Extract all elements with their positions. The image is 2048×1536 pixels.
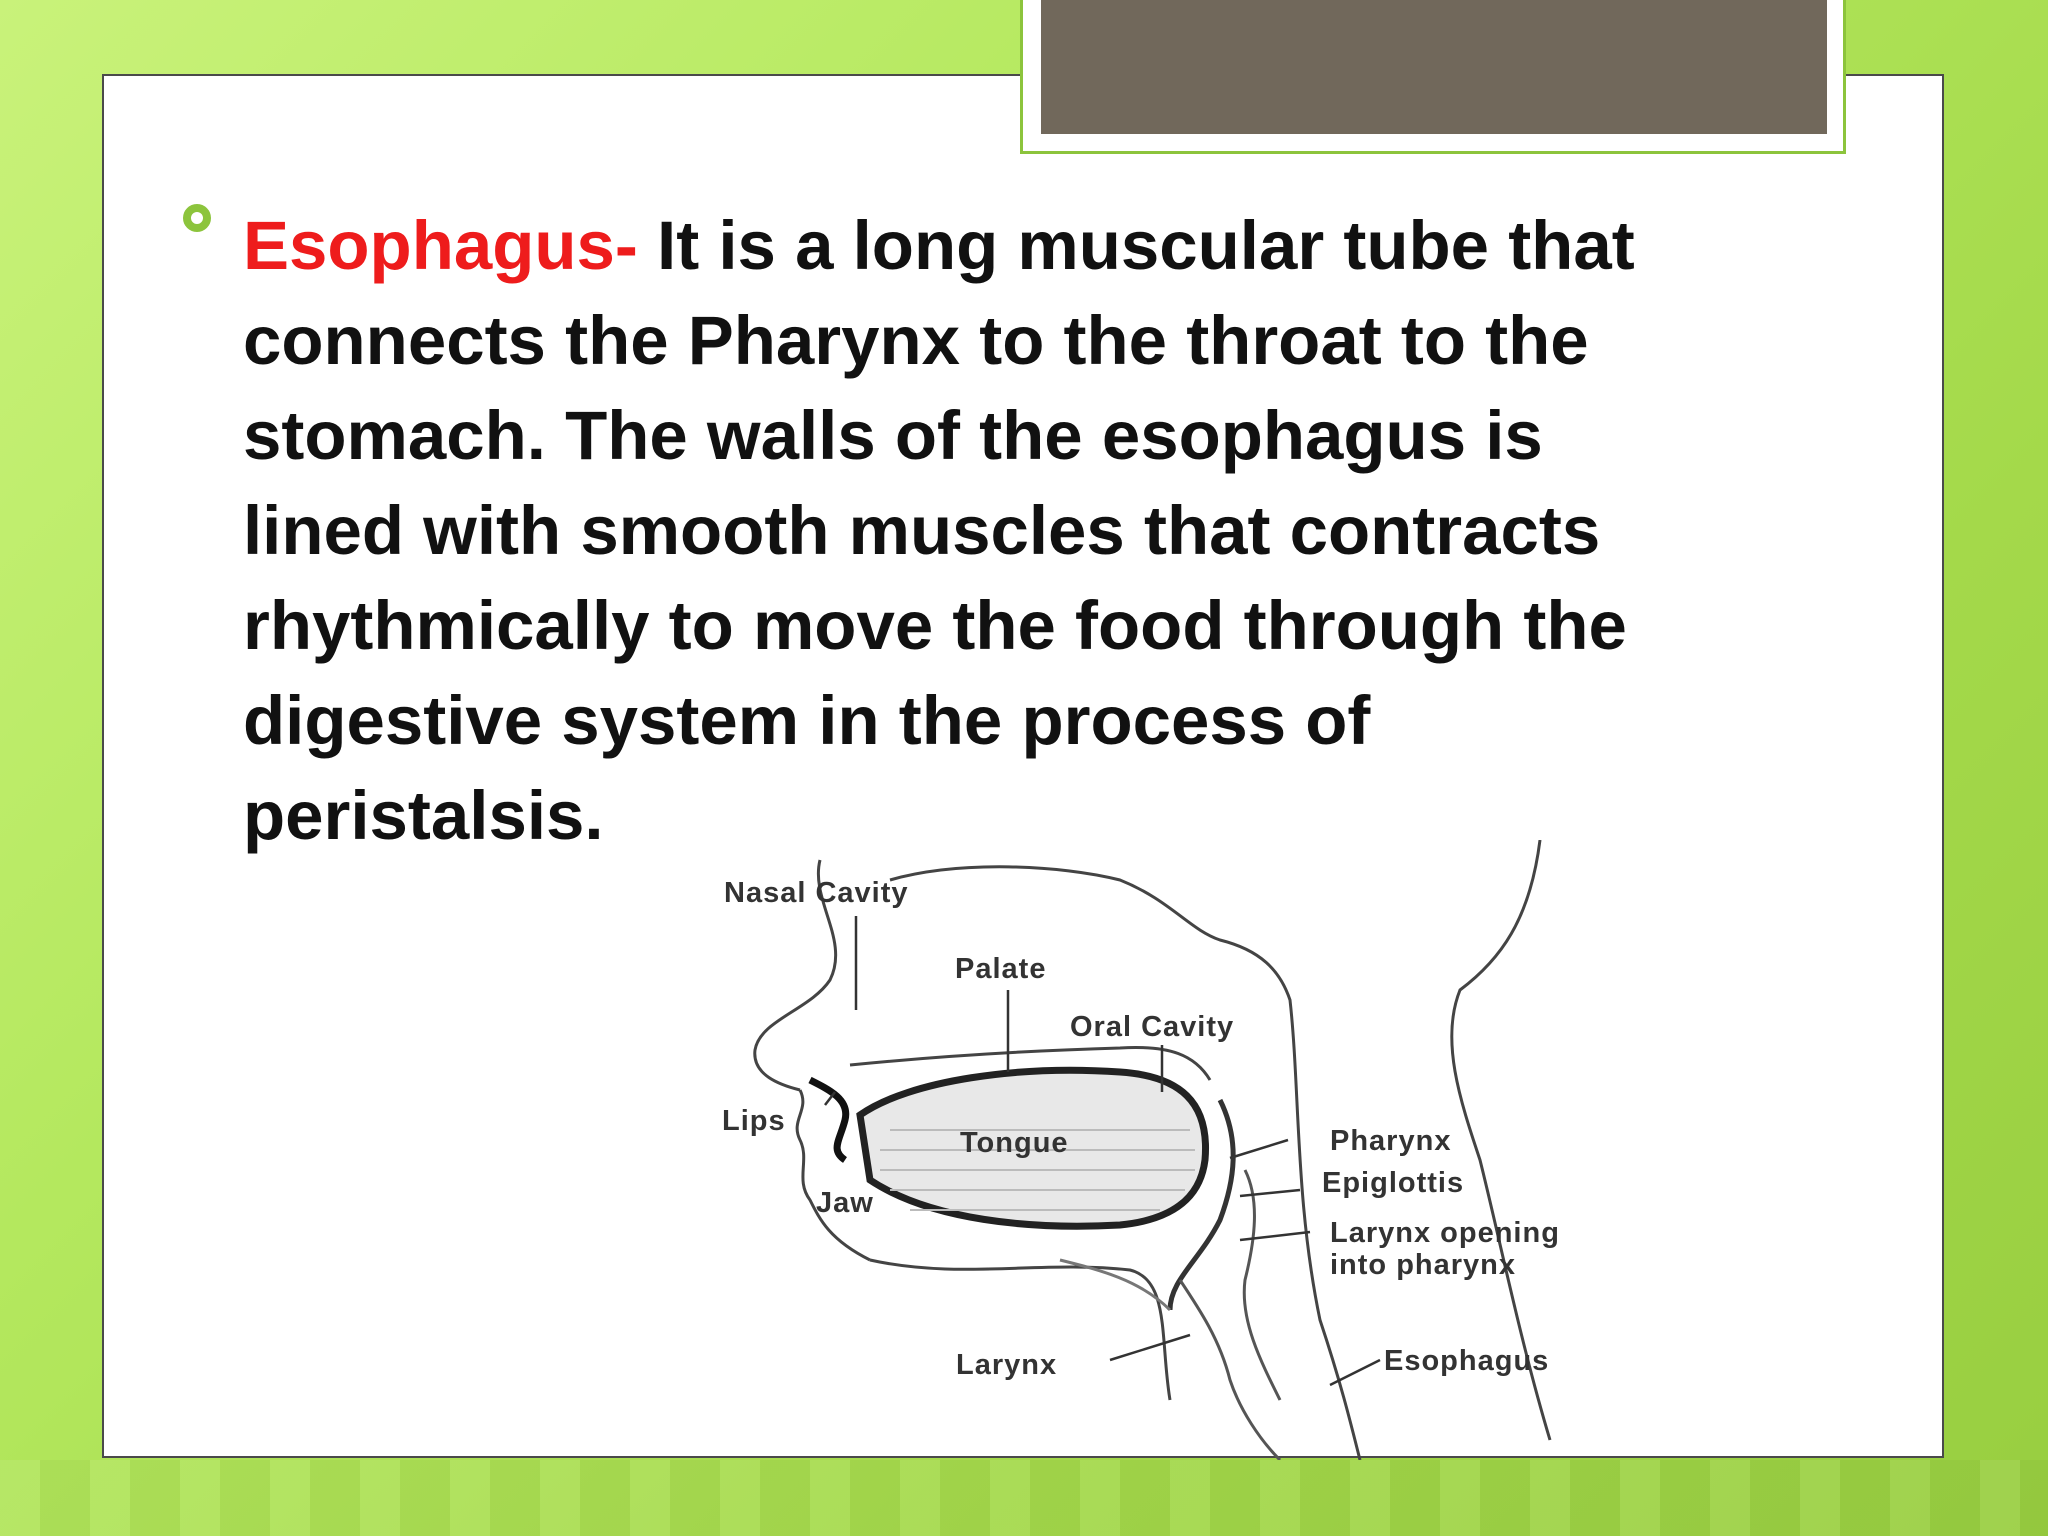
text-line-7: peristalsis. — [243, 777, 604, 854]
term-esophagus: Esophagus- — [243, 207, 638, 284]
esophagus-tube — [1244, 1170, 1280, 1400]
label-epiglottis: Epiglottis — [1322, 1167, 1465, 1199]
label-into-pharynx: into pharynx — [1330, 1249, 1517, 1281]
text-line-3: stomach. The walls of the esophagus is — [243, 397, 1543, 474]
background-stripes — [0, 1460, 2048, 1536]
label-larynx: Larynx — [956, 1349, 1058, 1381]
bullet-icon — [183, 204, 211, 232]
label-nasal-cavity: Nasal Cavity — [724, 877, 909, 909]
label-larynx-opening: Larynx opening — [1330, 1217, 1560, 1249]
pointer-pharynx — [1230, 1140, 1288, 1158]
text-line-6: digestive system in the process of — [243, 682, 1371, 759]
text-line-2: connects the Pharynx to the throat to the — [243, 302, 1589, 379]
text-line-1: Esophagus- It is a long muscular tube that — [243, 207, 1635, 284]
label-lips: Lips — [722, 1105, 786, 1137]
label-oral-cavity: Oral Cavity — [1070, 1011, 1235, 1043]
pointer-epiglottis — [1240, 1190, 1300, 1196]
throat-anatomy-diagram — [700, 840, 1680, 1460]
lips-shape — [810, 1080, 846, 1160]
text-line-5: rhythmically to move the food through the — [243, 587, 1627, 664]
label-pharynx: Pharynx — [1330, 1125, 1452, 1157]
label-jaw: Jaw — [816, 1187, 874, 1219]
label-palate: Palate — [955, 953, 1047, 985]
pointer-larynx — [1110, 1335, 1190, 1360]
label-esophagus: Esophagus — [1384, 1345, 1550, 1377]
label-tongue: Tongue — [960, 1127, 1069, 1159]
pointer-larynx-opening — [1240, 1232, 1310, 1240]
title-placeholder-box — [1041, 0, 1827, 134]
body-text — [243, 198, 1883, 863]
text-line-4: lined with smooth muscles that contracts — [243, 492, 1601, 569]
